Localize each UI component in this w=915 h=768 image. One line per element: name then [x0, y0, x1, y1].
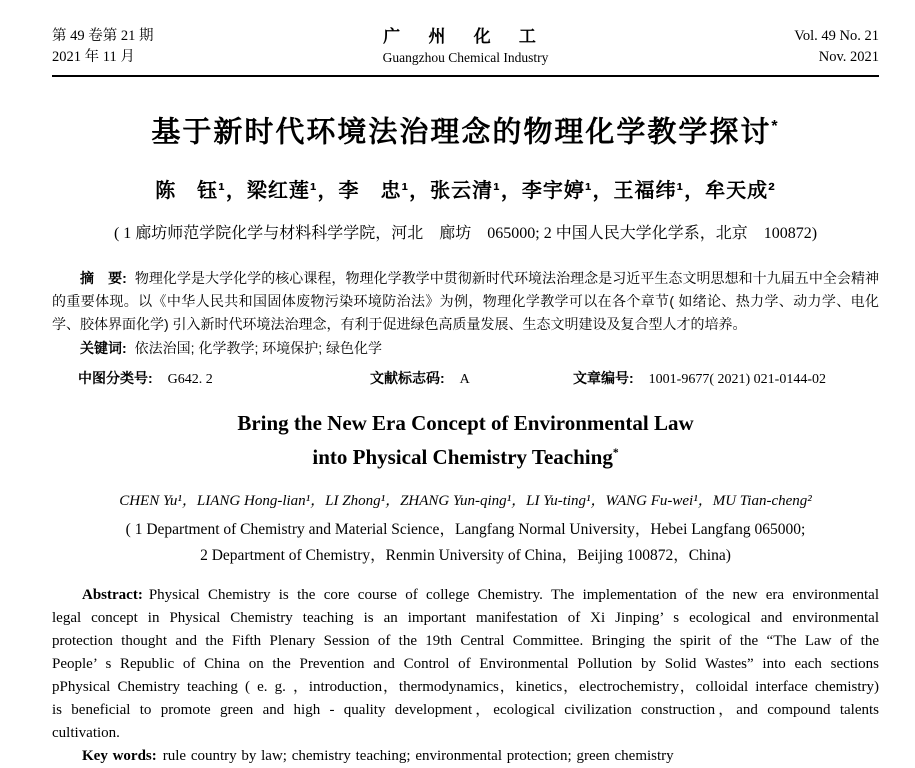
keywords-en-text: rule country by law; chemistry teaching; environmental protection; green chemistry [162, 747, 674, 764]
header-right [659, 26, 879, 68]
article-title-en-line2 [52, 438, 879, 472]
article-title-en-line2-text: into Physical Chemistry Teaching [312, 444, 613, 469]
keywords-zh-text: 依法治国; 化学教学; 环境保护; 绿色化学 [134, 339, 383, 356]
journal-name-zh: 广 州 化 工 [383, 27, 548, 46]
article-title-zh [52, 107, 879, 153]
affiliation-en-line1: ( 1 Department of Chemistry and Material Science，Langfang Normal University，Hebei Langfang 065000; [125, 520, 806, 538]
abstract-zh [52, 267, 879, 336]
article-title-en-line1: Bring the New Era Concept of Environmental Law [237, 410, 694, 435]
affiliation-zh: ( 1 廊坊师范学院化学与材料科学学院，河北 廊坊 065000; 2 中国人民大学化学系，北京 100872) [113, 224, 818, 242]
title-en-footnote-asterisk: * [612, 446, 619, 459]
document-code-label: 文献标志码: [370, 369, 445, 386]
article-title-en [52, 408, 879, 472]
keywords-zh-label: 关键词: [80, 339, 127, 356]
article-title-zh-text: 基于新时代环境法治理念的物理化学教学探讨 [151, 116, 772, 149]
article-id [573, 367, 826, 391]
journal-header [52, 26, 879, 77]
volume-number-en: Vol. 49 No. 21 [794, 28, 879, 44]
keywords-en-label: Key words: [82, 747, 157, 764]
clc-value: G642. 2 [167, 371, 213, 387]
keywords-zh [52, 337, 879, 360]
issue-number-zh: 第 49 卷第 21 期 [52, 28, 154, 44]
meta-row [52, 367, 879, 391]
document-code [370, 367, 573, 391]
clc-number [78, 367, 370, 391]
issue-date-zh: 2021 年 11 月 [52, 49, 135, 65]
issue-date-en: Nov. 2021 [818, 49, 879, 65]
affiliation-en [52, 517, 879, 569]
article-id-value: 1001-9677( 2021) 021-0144-02 [648, 371, 826, 387]
keywords-en [52, 745, 879, 768]
abstract-zh-text: 物理化学是大学化学的核心课程，物理化学教学中贯彻新时代环境法治理念是习近平生态文明思想和十九届五中全会精神的重要体现。以《中华人民共和国固体废物污染环境防治法》为例，物理化学教学可以在各个章节( 如绪论、热力学、动力学、电化学、胶体界面化学) 引入新时代环境法治理念，有利于促进绿色高质量发展、生态文明建设及复合型人才的培养。 [52, 269, 879, 332]
header-left [52, 26, 272, 68]
header-center [272, 26, 659, 68]
abstract-zh-label: 摘 要: [80, 269, 127, 286]
abstract-en-text: Physical Chemistry is the core course of college Chemistry. The implementation of the new era environmental legal concept in Physical Chemistry teaching is an important manifestation of Xi Jinping’ s ecological and environmental protection thought and the Fifth Plenary Session of the 19th Central Committee. Bringing the spirit of the “The Law of the People’ s Republic of China on the Prevention and Control of Environmental Pollution by Solid Wastes” into each sections pPhysical Chemistry teaching ( e. g. ，introduction，thermodynamics，kinetics，electrochemistry，colloidal interface chemistry) is beneficial to promote green and high - quality development，ecological civilization construction，and compound talents cultivation. [52, 586, 879, 741]
article-id-label: 文章编号: [573, 369, 634, 386]
clc-label: 中图分类号: [78, 369, 153, 386]
affiliation-en-line2: 2 Department of Chemistry，Renmin University of China，Beijing 100872，China) [200, 546, 731, 564]
journal-name-en: Guangzhou Chemical Industry [382, 50, 549, 65]
authors-en: CHEN Yu¹，LIANG Hong-lian¹，LI Zhong¹，ZHANG Yun-qing¹，LI Yu-ting¹，WANG Fu-wei¹，MU Tian-cheng² [119, 492, 812, 509]
abstract-en [52, 584, 879, 745]
abstract-en-label: Abstract: [82, 586, 143, 603]
document-code-value: A [459, 371, 470, 387]
title-footnote-asterisk: * [771, 118, 780, 135]
authors-zh: 陈 钰¹，梁红莲¹，李 忠¹，张云清¹，李宇婷¹，王福纬¹，牟天成² [155, 179, 776, 202]
